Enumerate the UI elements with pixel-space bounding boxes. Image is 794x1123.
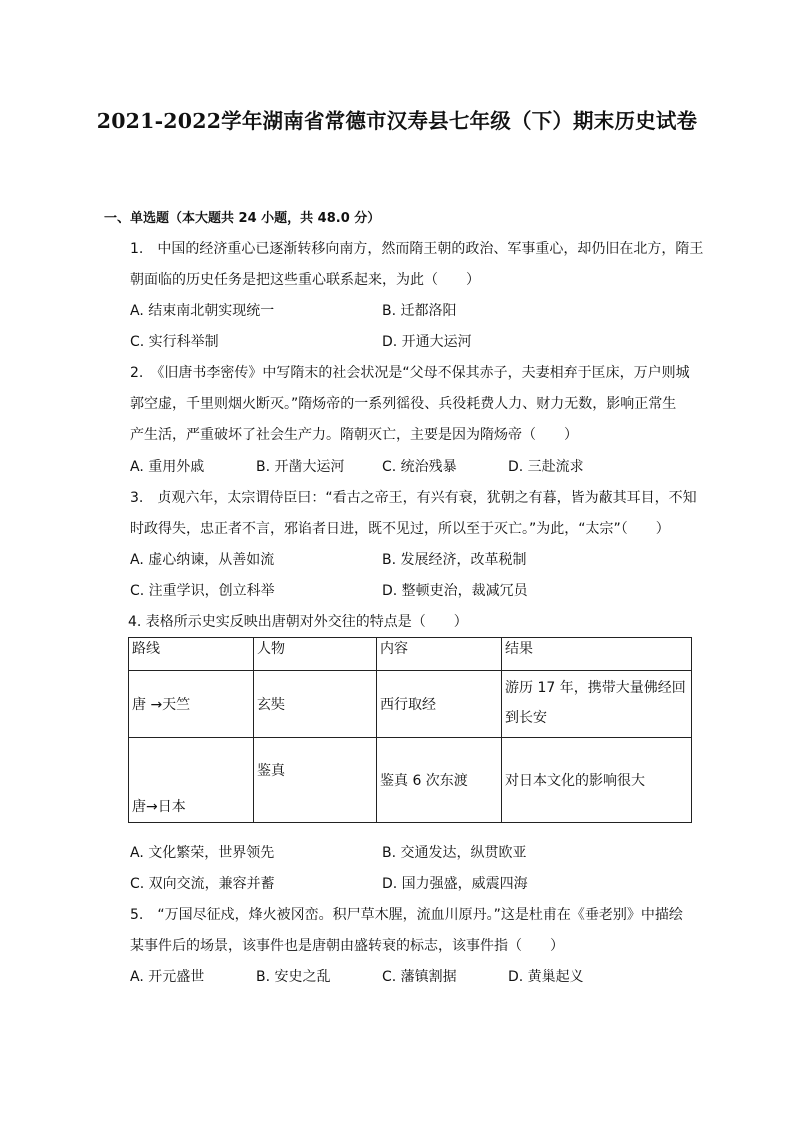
table-header-cell: 人物 [254, 638, 377, 671]
q2-line-3: 产生活，严重破坏了社会生产力。隋朝灭亡，主要是因为隋炀帝（ ） [130, 427, 578, 443]
table-header-row [129, 638, 692, 671]
q4-table [128, 637, 692, 823]
table-cell: 西行取经 [377, 671, 502, 738]
q5-option-c[interactable]: C. 藩镇割据 [382, 969, 457, 985]
exam-title: 2021-2022学年湖南省常德市汉寿县七年级（下）期末历史试卷 [96, 109, 698, 133]
table-row [129, 738, 692, 823]
q3-option-d[interactable]: D. 整顿吏治，裁减冗员 [382, 583, 528, 599]
q3-option-a[interactable]: A. 虚心纳谏，从善如流 [130, 552, 275, 568]
q4-option-c[interactable]: C. 双向交流，兼容并蓄 [130, 876, 275, 892]
q2-option-d[interactable]: D. 三赴流求 [508, 459, 584, 475]
q4-line-1: 4. 表格所示史实反映出唐朝对外交往的特点是（ ） [128, 614, 468, 630]
table-cell: 鉴真 6 次东渡 [377, 738, 502, 823]
q2-line-1: 2. 《旧唐书李密传》中写隋末的社会状况是“父母不保其赤子，夫妻相弃于匡床，万户则城 [130, 365, 690, 381]
q5-option-a[interactable]: A. 开元盛世 [130, 969, 205, 985]
q5-option-b[interactable]: B. 安史之乱 [256, 969, 331, 985]
q3-option-c[interactable]: C. 注重学识，创立科举 [130, 583, 275, 599]
table-cell: 游历 17 年，携带大量佛经回到长安 [502, 671, 692, 738]
q3-option-b[interactable]: B. 发展经济，改革税制 [382, 552, 527, 568]
table-header-cell: 结果 [502, 638, 692, 671]
q2-option-b[interactable]: B. 开凿大运河 [256, 459, 345, 475]
q5-option-d[interactable]: D. 黄巢起义 [508, 969, 584, 985]
q1-option-d[interactable]: D. 开通大运河 [382, 334, 472, 350]
table-cell: 唐→日本 [129, 738, 254, 823]
table-row [129, 671, 692, 738]
table-header-cell: 路线 [129, 638, 254, 671]
q1-option-a[interactable]: A. 结束南北朝实现统一 [130, 303, 275, 319]
q4-option-d[interactable]: D. 国力强盛，威震四海 [382, 876, 528, 892]
q1-line-1: 1. 中国的经济重心已逐渐转移向南方，然而隋王朝的政治、军事重心，却仍旧在北方，隋王 [130, 241, 704, 257]
q2-option-a[interactable]: A. 重用外戚 [130, 459, 205, 475]
q3-line-1: 3. 贞观六年，太宗谓侍臣曰：“看古之帝王，有兴有衰，犹朝之有暮，皆为蔽其耳目，不知 [130, 490, 697, 506]
table-cell: 鉴真 [254, 738, 377, 823]
q3-line-2: 时政得失，忠正者不言，邪谄者日进，既不见过，所以至于灭亡。”为此，“太宗”（ ） [130, 521, 670, 537]
q2-line-2: 郭空虚，千里则烟火断灭。”隋炀帝的一系列徭役、兵役耗费人力、财力无数，影响正常生 [130, 396, 677, 412]
q4-option-b[interactable]: B. 交通发达，纵贯欧亚 [382, 845, 527, 861]
q2-option-c[interactable]: C. 统治残暴 [382, 459, 457, 475]
q1-option-c[interactable]: C. 实行科举制 [130, 334, 219, 350]
table-cell: 玄奘 [254, 671, 377, 738]
q1-option-b[interactable]: B. 迁都洛阳 [382, 303, 457, 319]
q5-line-2: 某事件后的场景，该事件也是唐朝由盛转衰的标志，该事件指（ ） [130, 938, 564, 954]
section-heading: 一、单选题（本大题共 24 小题，共 48.0 分） [104, 211, 381, 226]
q1-line-2: 朝面临的历史任务是把这些重心联系起来，为此（ ） [130, 272, 480, 288]
table-header-cell: 内容 [377, 638, 502, 671]
q4-option-a[interactable]: A. 文化繁荣，世界领先 [130, 845, 275, 861]
table-cell: 唐 →天竺 [129, 671, 254, 738]
q5-line-1: 5. “万国尽征戍，烽火被冈峦。积尸草木腥，流血川原丹。”这是杜甫在《垂老别》中描绘 [130, 907, 683, 923]
table-cell: 对日本文化的影响很大 [502, 738, 692, 823]
